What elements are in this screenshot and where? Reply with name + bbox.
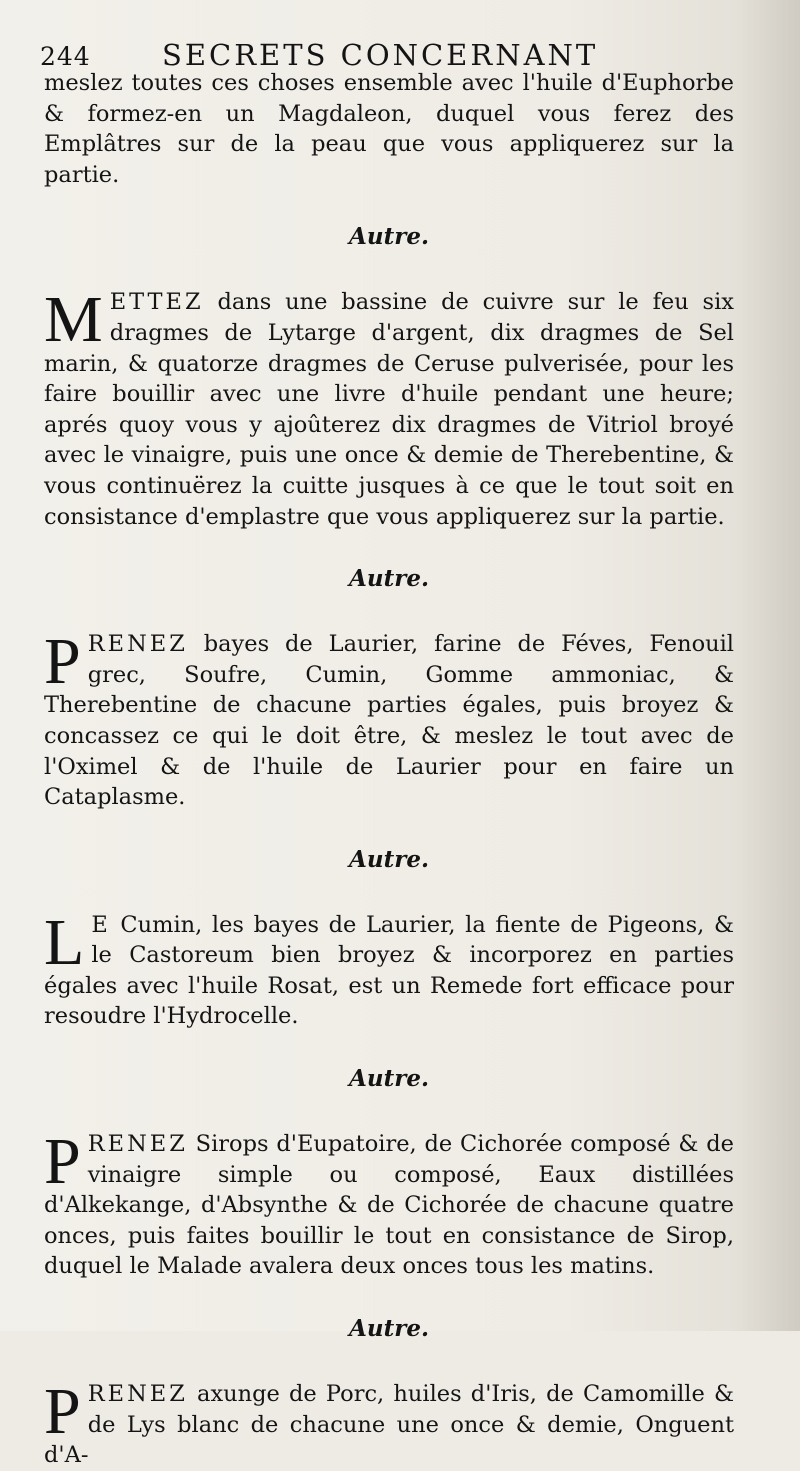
text-block	[44, 68, 734, 1471]
drop-cap: P	[44, 1125, 81, 1199]
recipe-text: Sirops d'Eupatoire, de Cichorée composé & de vinaigre simple ou composé, Eaux distillées d'Alkekange, d'Absynthe & de Cichorée de chacune quatre onces, puis faites bouillir le tout en consistance de Sirop, duquel le Malade avalera deux onces tous les matins.	[44, 1131, 734, 1280]
recipe-text: bayes de Laurier, farine de Féves, Fenouil grec, Soufre, Cumin, Gomme ammoniac, & Therebentine de chacune parties égales, puis broyez & concassez ce qui le doit être, & meslez le tout avec de l'Oximel & de l'huile de Laurier pour en faire un Cataplasme.	[44, 631, 734, 811]
recipe-paragraph	[44, 905, 734, 1032]
lead-word: RENEZ	[87, 1381, 188, 1408]
recipe-text: Cumin, les bayes de Laurier, la fiente de Pigeons, & le Castoreum bien broyez & incorporez en parties égales avec l'huile Rosat, est un Remede fort efficace pour resoudre l'Hydrocelle.	[44, 911, 734, 1030]
recipe-paragraph	[44, 283, 734, 532]
continuation-paragraph: meslez toutes ces choses ensemble avec l'huile d'Euphorbe & formez-en un Magdaleon, duquel vous ferez des Emplâtres sur de la peau que vous appliquerez sur la partie.	[44, 70, 734, 188]
running-head: SECRETS CONCERNANT	[162, 38, 599, 72]
recipe-paragraph	[44, 1125, 734, 1282]
recipe-heading: Autre.	[349, 1065, 429, 1093]
page-header	[40, 38, 720, 72]
lead-word: E	[91, 911, 111, 938]
recipe-paragraph	[44, 625, 734, 813]
drop-cap: P	[44, 625, 81, 699]
recipe-heading: Autre.	[349, 223, 429, 251]
page-number: 244	[40, 42, 91, 71]
recipe-text: axunge de Porc, huiles d'Iris, de Camomille & de Lys blanc de chacune une once & demie, Onguent d'A-	[44, 1381, 734, 1469]
recipe-heading: Autre.	[349, 565, 429, 593]
lead-word: RENEZ	[87, 1131, 188, 1158]
lead-word: RENEZ	[87, 631, 188, 658]
recipe-heading: Autre.	[349, 1315, 429, 1343]
recipe-paragraph	[44, 1375, 734, 1471]
drop-cap: M	[44, 283, 103, 357]
recipe-text: dans une bassine de cuivre sur le feu six dragmes de Lytarge d'argent, dix dragmes de Sel marin, & quatorze dragmes de Ceruse pulverisée, pour les faire bouillir avec une livre d'huile pendant une heure; aprés quoy vous y ajoûterez dix dragmes de Vitriol broyé avec le vinaigre, puis une once & demie de Therebentine, & vous continuërez la cuitte jusques à ce que le tout soit en consistance d'emplastre que vous appliquerez sur la partie.	[44, 289, 734, 530]
lead-word: ETTEZ	[109, 289, 204, 316]
recipe-heading: Autre.	[349, 845, 429, 873]
drop-cap: P	[44, 1375, 81, 1449]
drop-cap: L	[44, 905, 85, 979]
